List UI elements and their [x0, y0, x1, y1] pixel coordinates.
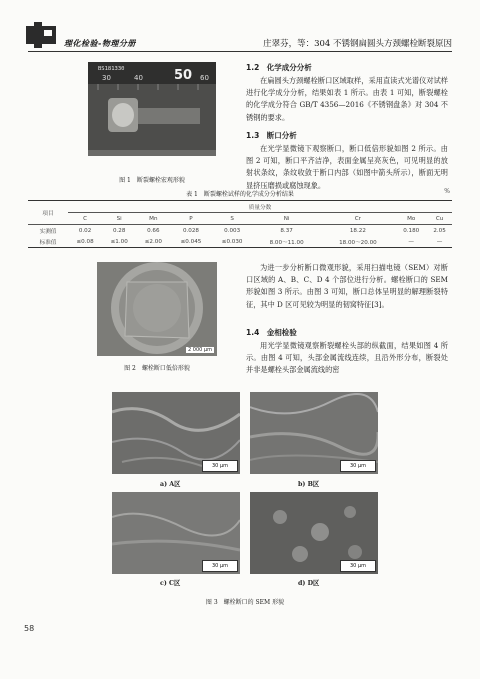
- table-column-header: Cu: [435, 215, 444, 222]
- table-cell: 8.37: [280, 227, 293, 234]
- table-cell: 18.22: [349, 227, 366, 234]
- sem-scale-bar: 30 μm: [340, 460, 376, 472]
- table-row: [28, 236, 452, 248]
- running-title: 庄翠芬，等：304 不锈钢扁圆头方颈螺栓断裂原因: [263, 39, 452, 49]
- table-cell: —: [408, 238, 415, 245]
- table-1-unit: %: [444, 188, 450, 195]
- journal-name: 理化检验-物理分册: [64, 38, 136, 48]
- sem-scale-bar: 30 μm: [340, 560, 376, 572]
- ruler-number: 40: [134, 74, 143, 82]
- table-cell: ≤1.00: [110, 238, 128, 245]
- table-cell: 0.028: [182, 227, 199, 234]
- section-1-3-paragraph-2: 为进一步分析断口微观形貌，采用扫描电镜（SEM）对断口区域的 A、B、C、D 4 个部位进行分析。螺栓断口的 SEM 形貌如图 3 所示。由图 3 可知，断口总体呈明显的解理断裂特征，其中 D 区可见较为明显的韧窝特征[3]。: [246, 263, 448, 309]
- table-cell: 8.00～11.00: [269, 239, 304, 246]
- table-cell: 2.05: [433, 227, 446, 234]
- table-column-header: Mo: [407, 215, 416, 222]
- sem-panel-a: [112, 392, 240, 474]
- table-cell: —: [436, 238, 443, 245]
- table-row-label: 标准值: [39, 239, 57, 246]
- section-1-3-heading: 1.3 断口分析: [246, 131, 297, 140]
- table-column-header: Ni: [283, 215, 290, 222]
- sem-panel-c: [112, 492, 240, 574]
- figure-3-caption: 图 3 螺栓断口的 SEM 形貌: [205, 599, 285, 606]
- ruler-number: 50: [174, 68, 193, 83]
- table-cell: ≤0.045: [180, 238, 202, 245]
- table-1-title: 表 1 断裂螺栓试样的化学成分分析结果: [186, 191, 294, 198]
- table-cell: ≤2.00: [144, 238, 162, 245]
- table-cell: 0.28: [112, 227, 126, 234]
- section-1-3-paragraph: 在光学显微镜下观察断口，断口低倍形貌如图 2 所示。由图 2 可知，断口平齐洁净，表面金属呈亮灰色，可见明显的放射状条纹，条纹收敛于断口内部（如图中箭头所示），断面无明显挤压磨损或腐蚀现象。: [246, 144, 448, 190]
- sem-scale-bar: 30 μm: [202, 560, 238, 572]
- table-cell: 0.02: [78, 227, 92, 234]
- table-cell: 18.00～20.00: [339, 239, 377, 246]
- sem-label-a: a) A区: [160, 481, 181, 488]
- photo-code-label: BS181330: [98, 66, 125, 72]
- table-column-header: P: [189, 215, 193, 222]
- figure-1-photo: [88, 62, 216, 156]
- ruler-number: 60: [200, 74, 209, 82]
- sem-label-b: b) B区: [298, 481, 320, 488]
- section-1-4-heading: 1.4 金相检验: [246, 328, 297, 337]
- sem-label-d: d) D区: [298, 580, 320, 587]
- table-column-header: S: [230, 215, 234, 222]
- table-cell: ≤0.08: [76, 238, 94, 245]
- figure-2-scale: 2 000 μm: [188, 347, 212, 353]
- table-row-label: 实测值: [39, 228, 57, 235]
- sem-panel-b: [250, 392, 378, 474]
- ruler-number: 30: [102, 74, 111, 82]
- sem-panel-d: [250, 492, 378, 574]
- table-group-header: 质量分数: [68, 201, 452, 213]
- table-column-header: Mn: [149, 215, 158, 222]
- table-cell: 0.003: [224, 227, 241, 234]
- table-cell: 0.66: [147, 227, 160, 234]
- chemical-composition-table: [28, 200, 452, 248]
- sem-label-c: c) C区: [160, 580, 181, 587]
- section-1-2-heading: 1.2 化学成分分析: [246, 63, 312, 72]
- figure-2-photo: [97, 262, 217, 356]
- table-column-header: Si: [116, 215, 122, 222]
- section-1-2-paragraph: 在扁圆头方颈螺栓断口区域取样，采用直读式光谱仪对试样进行化学成分分析，结果如表 1 所示。由表 1 可知，断裂螺栓的化学成分符合 GB/T 4356—2016《不锈钢盘条》对 304 不锈钢的要求。: [246, 76, 448, 122]
- section-1-4-paragraph: 用光学显微镜观察断裂螺栓头部的纵截面，结果如图 4 所示。由图 4 可知，头部金属流线连续，且沿外形分布，断裂处并非是螺栓头部金属流线的密: [246, 341, 448, 375]
- figure-1-caption: 图 1 断裂螺栓宏观形貌: [119, 177, 185, 184]
- header-rule: [28, 51, 452, 52]
- figure-2-caption: 图 2 螺栓断口低倍形貌: [124, 365, 190, 372]
- table-column-header: C: [83, 215, 88, 222]
- sem-scale-bar: 30 μm: [202, 460, 238, 472]
- table-cell: ≤0.030: [221, 238, 243, 245]
- table-cell: 0.180: [403, 227, 420, 234]
- table-row: [28, 225, 452, 237]
- page-number: 58: [24, 624, 35, 633]
- table-column-header: Cr: [354, 215, 361, 222]
- table-row-header: 项目: [28, 201, 68, 225]
